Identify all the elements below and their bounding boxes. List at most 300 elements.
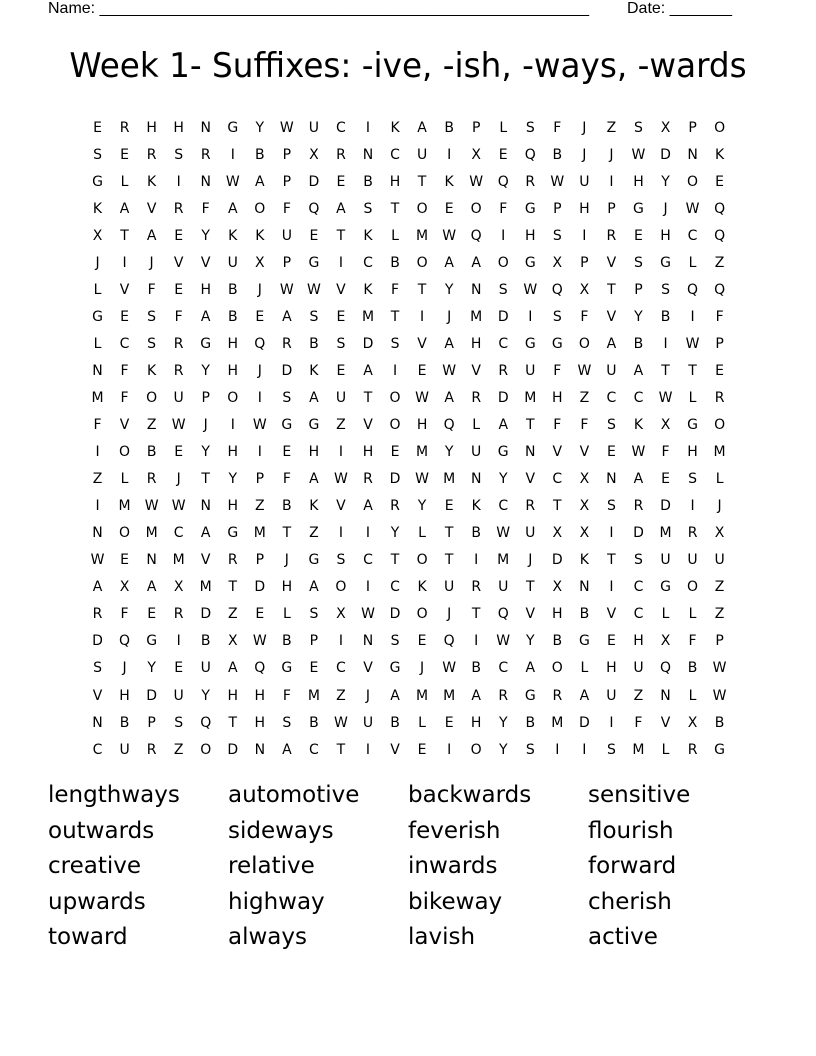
grid-letter: V xyxy=(417,335,427,352)
grid-letter: B xyxy=(714,714,725,731)
grid-letter: I xyxy=(582,227,587,244)
grid-letter: V xyxy=(390,741,400,758)
grid-letter: N xyxy=(362,633,374,650)
grid-letter: E xyxy=(634,227,643,244)
grid-letter: X xyxy=(579,525,590,542)
grid-letter: T xyxy=(228,579,238,596)
grid-letter: K xyxy=(147,173,157,190)
grid-letter: M xyxy=(118,498,131,515)
grid-letter: O xyxy=(416,552,428,569)
grid-letter: Y xyxy=(525,633,535,650)
grid-letter: O xyxy=(714,417,726,434)
grid-letter: C xyxy=(119,335,130,352)
grid-letter: C xyxy=(633,606,644,623)
grid-letter: Q xyxy=(714,281,726,298)
grid-letter: M xyxy=(659,525,672,542)
word-bank-item: bikeway xyxy=(408,888,503,915)
grid-letter: E xyxy=(417,633,427,650)
grid-letter: W xyxy=(442,227,457,244)
grid-letter: X xyxy=(309,146,319,163)
grid-letter: H xyxy=(227,687,239,704)
grid-letter: U xyxy=(606,687,617,704)
grid-letter: W xyxy=(523,281,538,298)
grid-letter: U xyxy=(281,227,292,244)
grid-letter: C xyxy=(552,471,563,488)
grid-letter: R xyxy=(146,741,157,758)
grid-letter: M xyxy=(253,525,266,542)
grid-letter: W xyxy=(171,498,186,515)
grid-letter: L xyxy=(93,335,102,352)
grid-letter: B xyxy=(309,714,319,731)
grid-letter: D xyxy=(497,389,509,406)
grid-letter: E xyxy=(444,498,454,515)
grid-letter: Z xyxy=(227,606,238,623)
grid-letter: W xyxy=(144,498,159,515)
grid-letter: G xyxy=(714,741,726,758)
grid-letter: Z xyxy=(606,119,617,136)
grid-letter: I xyxy=(338,254,344,271)
grid-letter: S xyxy=(498,281,508,298)
grid-letter: C xyxy=(92,741,103,758)
grid-letter: T xyxy=(688,362,697,379)
grid-letter: A xyxy=(227,660,238,677)
grid-letter: M xyxy=(172,552,185,569)
word-bank-item: always xyxy=(228,924,307,951)
grid-letter: U xyxy=(471,444,482,461)
grid-letter: A xyxy=(525,660,536,677)
grid-letter: A xyxy=(471,254,481,271)
grid-letter: M xyxy=(416,444,429,461)
grid-letter: M xyxy=(443,687,456,704)
grid-letter: O xyxy=(200,741,212,758)
grid-letter: O xyxy=(497,254,509,271)
grid-letter: V xyxy=(552,444,563,461)
grid-letter: E xyxy=(417,362,427,379)
grid-letter: I xyxy=(122,254,127,271)
grid-letter: M xyxy=(91,389,104,406)
word-bank-item: feverish xyxy=(408,817,501,844)
grid-letter: Z xyxy=(579,389,590,406)
grid-letter: V xyxy=(363,660,373,677)
grid-letter: G xyxy=(200,335,212,352)
grid-letter: J xyxy=(420,660,425,677)
grid-letter: J xyxy=(95,254,100,271)
grid-letter: D xyxy=(92,633,103,650)
grid-letter: Z xyxy=(309,525,319,542)
grid-letter: I xyxy=(582,741,587,758)
grid-letter: T xyxy=(201,471,210,488)
grid-letter: A xyxy=(336,200,346,217)
grid-letter: R xyxy=(173,335,184,352)
grid-letter: B xyxy=(390,254,400,271)
grid-letter: F xyxy=(282,200,291,217)
grid-letter: D xyxy=(578,714,590,731)
grid-letter: W xyxy=(306,281,321,298)
grid-letter: K xyxy=(255,227,265,244)
grid-letter: F xyxy=(201,200,210,217)
word-search-grid xyxy=(84,114,733,763)
grid-letter: R xyxy=(200,146,211,163)
date-field-label: Date: _______ xyxy=(627,0,732,17)
grid-letter: N xyxy=(200,498,211,515)
grid-letter: I xyxy=(257,444,262,461)
grid-letter: O xyxy=(146,389,158,406)
grid-letter: R xyxy=(227,552,238,569)
grid-letter: S xyxy=(336,552,346,569)
grid-letter: Z xyxy=(336,417,346,434)
grid-letter: O xyxy=(335,579,347,596)
grid-letter: U xyxy=(335,389,347,406)
grid-letter: R xyxy=(633,498,644,515)
grid-letter: C xyxy=(309,741,319,758)
grid-letter: P xyxy=(255,471,265,488)
grid-letter: T xyxy=(553,498,562,515)
grid-letter: Y xyxy=(498,741,508,758)
grid-letter: T xyxy=(390,552,400,569)
grid-letter: I xyxy=(338,525,344,542)
grid-letter: D xyxy=(362,335,374,352)
grid-letter: O xyxy=(389,389,401,406)
grid-letter: F xyxy=(634,714,643,731)
word-bank-item: cherish xyxy=(588,888,672,915)
grid-letter: L xyxy=(418,525,426,542)
grid-letter: X xyxy=(660,119,671,136)
grid-letter: E xyxy=(336,173,346,190)
grid-letter: S xyxy=(634,119,643,136)
grid-letter: Z xyxy=(714,254,725,271)
grid-letter: Z xyxy=(714,606,725,623)
grid-letter: E xyxy=(120,146,129,163)
grid-letter: T xyxy=(525,579,535,596)
word-bank xyxy=(48,778,768,956)
grid-letter: F xyxy=(580,417,589,434)
grid-letter: Q xyxy=(714,227,726,244)
grid-letter: G xyxy=(281,660,293,677)
grid-letter: J xyxy=(663,200,668,217)
grid-letter: R xyxy=(471,389,482,406)
grid-letter: T xyxy=(661,362,670,379)
grid-letter: S xyxy=(525,119,535,136)
grid-letter: Q xyxy=(687,281,699,298)
grid-letter: J xyxy=(447,606,452,623)
grid-letter: U xyxy=(362,714,374,731)
grid-letter: H xyxy=(254,687,266,704)
grid-letter: K xyxy=(471,498,481,515)
grid-letter: A xyxy=(146,579,157,596)
grid-letter: U xyxy=(173,687,184,704)
grid-letter: M xyxy=(551,714,564,731)
grid-letter: W xyxy=(685,335,700,352)
grid-letter: F xyxy=(282,471,291,488)
grid-letter: S xyxy=(309,606,319,623)
grid-letter: Y xyxy=(634,308,643,325)
grid-letter: B xyxy=(687,660,698,677)
grid-letter: W xyxy=(550,173,565,190)
grid-letter: J xyxy=(717,498,722,515)
grid-letter: F xyxy=(688,633,697,650)
grid-letter: A xyxy=(119,200,130,217)
grid-letter: J xyxy=(203,417,208,434)
grid-letter: Q xyxy=(551,281,563,298)
grid-letter: W xyxy=(631,146,646,163)
grid-letter: H xyxy=(633,633,644,650)
grid-letter: W xyxy=(685,200,700,217)
grid-letter: V xyxy=(336,281,346,298)
grid-letter: S xyxy=(93,146,102,163)
grid-letter: O xyxy=(551,660,563,677)
grid-letter: U xyxy=(416,146,428,163)
grid-letter: S xyxy=(661,281,670,298)
grid-letter: F xyxy=(553,362,562,379)
grid-letter: V xyxy=(525,471,536,488)
grid-letter: A xyxy=(92,579,103,596)
grid-letter: O xyxy=(714,119,726,136)
grid-letter: S xyxy=(282,714,292,731)
grid-letter: L xyxy=(391,227,399,244)
grid-letter: F xyxy=(120,362,129,379)
grid-letter: W xyxy=(171,417,186,434)
grid-letter: I xyxy=(95,498,100,515)
grid-letter: D xyxy=(200,606,212,623)
grid-letter: U xyxy=(200,660,211,677)
grid-letter: V xyxy=(119,417,130,434)
grid-letter: B xyxy=(282,498,292,515)
grid-letter: M xyxy=(470,308,483,325)
grid-letter: X xyxy=(579,498,590,515)
word-bank-item: creative xyxy=(48,853,142,880)
grid-letter: V xyxy=(336,498,346,515)
grid-letter: R xyxy=(390,498,400,515)
grid-letter: U xyxy=(308,119,320,136)
word-bank-item: outwards xyxy=(48,817,155,844)
grid-letter: P xyxy=(255,552,265,569)
grid-letter: I xyxy=(690,308,695,325)
grid-letter: G xyxy=(524,200,536,217)
grid-letter: W xyxy=(279,281,294,298)
grid-letter: Q xyxy=(119,633,131,650)
grid-letter: A xyxy=(471,687,481,704)
word-bank-item: toward xyxy=(48,924,128,951)
grid-letter: D xyxy=(308,173,320,190)
grid-letter: B xyxy=(282,633,292,650)
grid-letter: X xyxy=(255,254,265,271)
grid-letter: G xyxy=(687,417,698,434)
grid-letter: E xyxy=(336,308,346,325)
grid-letter: S xyxy=(552,308,562,325)
grid-letter: U xyxy=(579,173,590,190)
grid-letter: K xyxy=(363,227,373,244)
grid-letter: X xyxy=(660,417,671,434)
word-bank-item: automotive xyxy=(228,782,360,808)
grid-letter: G xyxy=(308,254,320,271)
grid-letter: W xyxy=(442,362,457,379)
grid-letter: T xyxy=(336,741,346,758)
grid-letter: E xyxy=(661,471,670,488)
grid-letter: X xyxy=(552,579,563,596)
grid-letter: D xyxy=(254,579,266,596)
grid-letter: H xyxy=(687,444,698,461)
grid-letter: E xyxy=(417,741,427,758)
grid-letter: R xyxy=(498,362,509,379)
grid-letter: R xyxy=(363,471,373,488)
grid-letter: V xyxy=(200,254,211,271)
grid-letter: B xyxy=(579,606,590,623)
grid-letter: A xyxy=(363,362,373,379)
grid-letter: X xyxy=(173,579,184,596)
grid-letter: K xyxy=(390,119,400,136)
grid-letter: E xyxy=(174,227,184,244)
grid-letter: B xyxy=(119,714,130,731)
grid-letter: L xyxy=(688,606,697,623)
grid-letter: Q xyxy=(524,146,536,163)
grid-letter: H xyxy=(173,119,184,136)
grid-letter: C xyxy=(633,389,644,406)
grid-letter: K xyxy=(147,362,157,379)
word-bank-item: upwards xyxy=(48,888,146,915)
grid-letter: Y xyxy=(444,281,454,298)
grid-letter: V xyxy=(92,687,103,704)
grid-letter: A xyxy=(309,579,319,596)
grid-letter: A xyxy=(309,389,319,406)
grid-letter: N xyxy=(200,119,211,136)
grid-letter: H xyxy=(254,714,266,731)
grid-letter: C xyxy=(498,660,509,677)
grid-letter: V xyxy=(471,362,481,379)
grid-letter: R xyxy=(687,741,698,758)
grid-letter: B xyxy=(471,525,481,542)
grid-letter: M xyxy=(632,741,645,758)
grid-letter: F xyxy=(391,281,400,298)
grid-letter: T xyxy=(444,552,454,569)
grid-letter: G xyxy=(92,308,103,325)
grid-letter: A xyxy=(633,471,644,488)
grid-letter: O xyxy=(119,525,131,542)
grid-letter: H xyxy=(416,417,428,434)
grid-letter: C xyxy=(336,660,346,677)
word-bank-item: highway xyxy=(228,888,325,915)
grid-letter: E xyxy=(336,362,346,379)
grid-letter: B xyxy=(390,714,400,731)
grid-letter: G xyxy=(308,417,320,434)
grid-letter: Y xyxy=(661,173,670,190)
grid-letter: H xyxy=(579,200,590,217)
grid-letter: R xyxy=(146,471,157,488)
grid-letter: B xyxy=(146,444,157,461)
grid-letter: L xyxy=(499,119,508,136)
grid-letter: A xyxy=(498,417,509,434)
grid-letter: N xyxy=(525,444,536,461)
grid-letter: F xyxy=(553,417,562,434)
grid-letter: B xyxy=(660,308,671,325)
grid-letter: G xyxy=(146,633,158,650)
grid-letter: X xyxy=(119,579,130,596)
grid-letter: L xyxy=(418,714,426,731)
grid-letter: J xyxy=(447,308,452,325)
grid-letter: T xyxy=(120,227,129,244)
grid-letter: M xyxy=(199,579,212,596)
grid-letter: R xyxy=(119,119,130,136)
grid-letter: R xyxy=(173,362,184,379)
grid-letter: I xyxy=(501,227,506,244)
grid-letter: G xyxy=(524,254,536,271)
grid-letter: I xyxy=(338,633,344,650)
grid-letter: X xyxy=(552,254,563,271)
grid-letter: I xyxy=(474,633,479,650)
grid-letter: W xyxy=(415,471,429,488)
grid-letter: O xyxy=(687,579,699,596)
grid-letter: I xyxy=(230,417,235,434)
grid-letter: Z xyxy=(255,498,265,515)
grid-letter: O xyxy=(470,741,482,758)
grid-letter: G xyxy=(578,633,590,650)
grid-letter: E xyxy=(174,444,184,461)
grid-letter: Y xyxy=(444,444,454,461)
grid-letter: O xyxy=(416,254,428,271)
grid-letter: P xyxy=(282,254,292,271)
grid-letter: V xyxy=(525,606,536,623)
grid-letter: T xyxy=(282,525,292,542)
grid-letter: I xyxy=(257,389,262,406)
grid-letter: H xyxy=(281,579,293,596)
grid-letter: S xyxy=(634,254,643,271)
grid-letter: V xyxy=(119,281,130,298)
grid-letter: W xyxy=(577,362,592,379)
grid-letter: N xyxy=(362,146,374,163)
grid-letter: E xyxy=(120,308,129,325)
grid-letter: J xyxy=(257,281,262,298)
grid-letter: K xyxy=(417,579,427,596)
grid-letter: X xyxy=(552,525,563,542)
grid-letter: H xyxy=(660,227,671,244)
grid-letter: I xyxy=(474,552,479,569)
grid-letter: D xyxy=(497,308,509,325)
grid-letter: E xyxy=(93,119,102,136)
grid-letter: T xyxy=(336,227,346,244)
grid-letter: Z xyxy=(173,741,184,758)
grid-letter: F xyxy=(282,687,291,704)
grid-letter: X xyxy=(579,281,590,298)
grid-letter: H xyxy=(227,498,239,515)
grid-letter: H xyxy=(227,362,239,379)
grid-letter: X xyxy=(714,525,725,542)
grid-letter: P xyxy=(282,146,292,163)
grid-letter: A xyxy=(282,741,292,758)
grid-letter: Y xyxy=(255,119,265,136)
grid-letter: L xyxy=(661,606,670,623)
grid-letter: T xyxy=(471,606,481,623)
grid-letter: N xyxy=(470,281,482,298)
grid-letter: Z xyxy=(633,687,644,704)
grid-letter: P xyxy=(607,200,616,217)
grid-letter: R xyxy=(525,173,536,190)
grid-letter: Z xyxy=(714,579,725,596)
grid-letter: W xyxy=(252,417,267,434)
grid-letter: L xyxy=(472,417,481,434)
grid-letter: T xyxy=(390,200,400,217)
grid-letter: U xyxy=(227,254,238,271)
grid-letter: M xyxy=(524,389,537,406)
grid-letter: W xyxy=(712,660,727,677)
grid-letter: E xyxy=(147,606,157,623)
grid-letter: L xyxy=(282,606,291,623)
grid-letter: C xyxy=(390,579,400,596)
grid-letter: W xyxy=(415,389,429,406)
grid-letter: S xyxy=(606,417,616,434)
grid-letter: T xyxy=(390,308,400,325)
grid-letter: G xyxy=(633,200,644,217)
grid-letter: I xyxy=(609,173,614,190)
grid-letter: S xyxy=(174,146,184,163)
